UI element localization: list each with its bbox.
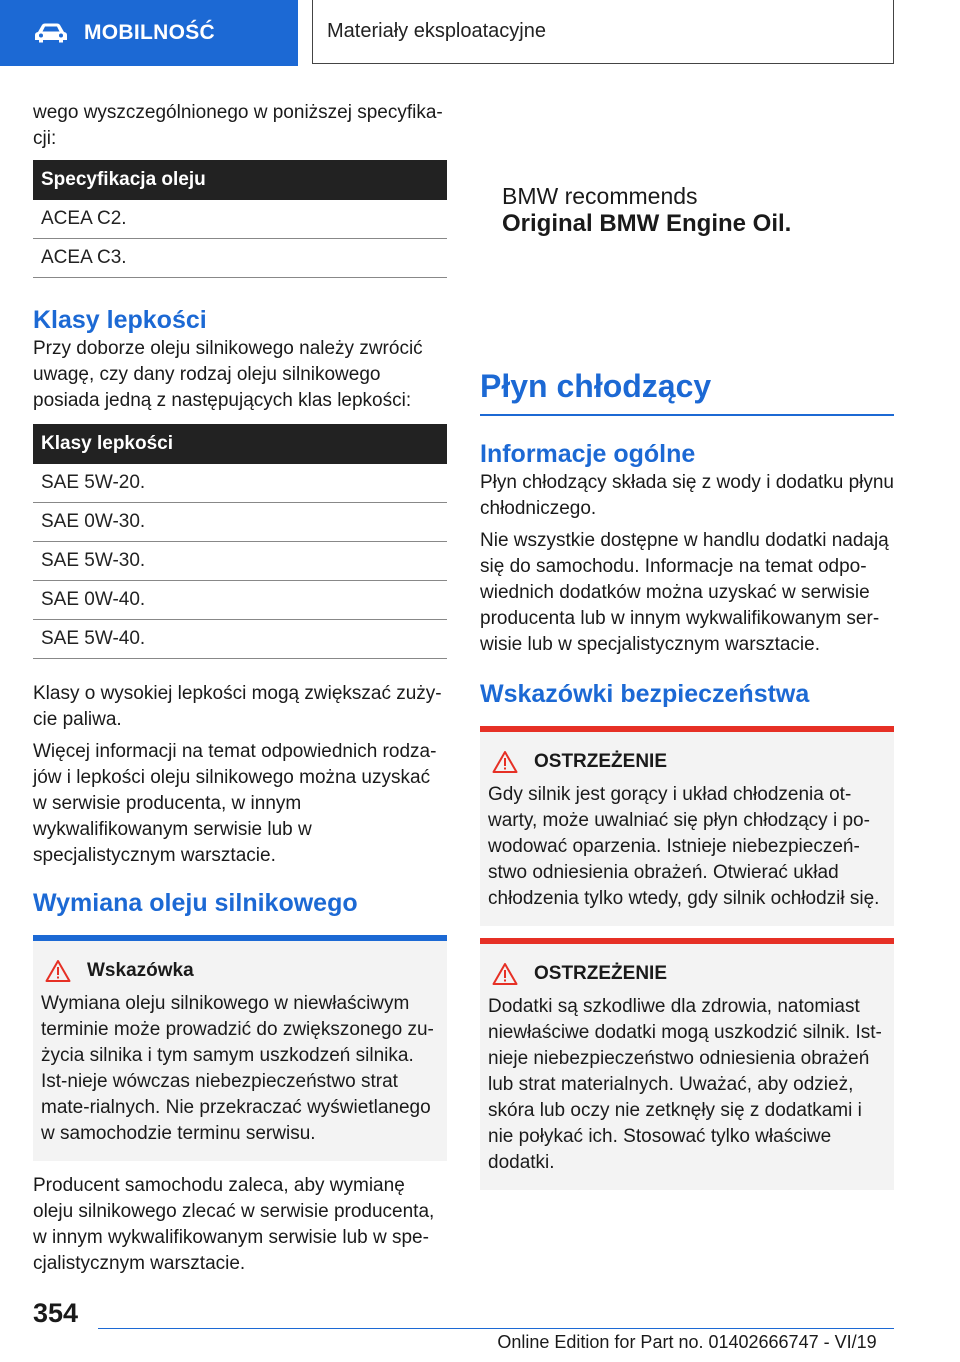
viscosity-table (33, 424, 447, 659)
page-header (0, 0, 960, 66)
general-text-1: Płyn chłodzący składa się z wody i dodatku płynu chłodniczego. (480, 472, 895, 519)
viscosity-table-header: Klasy lepkości (33, 424, 447, 464)
table-row: SAE 5W-20. (33, 464, 447, 503)
car-icon (34, 22, 68, 44)
table-row: ACEA C3. (33, 239, 447, 278)
general-text-2: Nie wszystkie dostępne w handlu dodatki nadają się do samochodu. Informacje na temat odpo-wiednich dodatków można uzyskać w serwisie producenta lub w innym wykwalifikowanym ser-wisie lub w specjalistycznym warsztacie. (480, 530, 889, 655)
coolant-heading: Płyn chłodzący (480, 368, 712, 404)
oil-spec-table (33, 160, 447, 278)
viscosity-note-1: Klasy o wysokiej lepkości mogą zwiększać zuży-cie paliwa. (33, 683, 442, 730)
bmw-oil-line: Original BMW Engine Oil. (502, 210, 792, 237)
footer-rule (98, 1328, 894, 1329)
oil-spec-header: Specyfikacja oleju (33, 160, 447, 200)
table-row: SAE 5W-30. (33, 542, 447, 581)
warning-triangle-icon (492, 962, 518, 986)
bmw-recommendation (502, 182, 894, 238)
table-row: SAE 0W-40. (33, 581, 447, 620)
warning-box-2 (480, 938, 894, 1190)
warning-text: Dodatki są szkodliwe dla zdrowia, natomiast niewłaściwe dodatki mogą uszkodzić silnik. Ist-nieje niebezpieczeństwo odniesienia obrażeń lub strat materialnych. Uważać, aby odzież, skóra lub oczy nie zetknęły się z dodatkami i nie połykać ich. Stosować tylko właściwe dodatki. (488, 996, 882, 1173)
table-row: ACEA C2. (33, 200, 447, 239)
warning-triangle-icon (492, 750, 518, 774)
warning-triangle-icon (45, 959, 71, 983)
warning-box-1 (480, 726, 894, 926)
safety-heading: Wskazówki bezpieczeństwa (480, 680, 810, 708)
warning-text: Gdy silnik jest gorący i układ chłodzenia ot-warty, może uwalniać się płyn chłodzący i po-wodować oparzenia. Istnieje niebezpieczeń-stwo odniesienia obrażeń. Otwierać układ chłodzenia tylko wtedy, gdy silnik ochłodził się. (488, 784, 880, 909)
table-row: SAE 5W-40. (33, 620, 447, 659)
section-tab (0, 0, 298, 66)
edition-info: Online Edition for Part no. 01402666747 - VI/19 (497, 1332, 877, 1352)
table-row: SAE 0W-30. (33, 503, 447, 542)
viscosity-note-2: Więcej informacji na temat odpowiednich rodza-jów i lepkości oleju silnikowego można uzyskać w serwisie producenta, w innym wykwalifikowanym serwisie lub w specjalistycznym warsztacie. (33, 741, 437, 866)
oil-change-heading: Wymiana oleju silnikowego (33, 889, 358, 917)
page-number: 354 (33, 1298, 79, 1328)
bmw-recommends-line: BMW recommends (502, 183, 698, 209)
note-box (33, 935, 447, 1161)
oil-change-text: Producent samochodu zaleca, aby wymianę oleju silnikowego zlecać w serwisie producenta, w innym wykwalifikowanym serwisie lub w spe-cjalistycznym warsztacie. (33, 1175, 435, 1274)
intro-text: wego wyszczególnionego w poniższej specyfika-cji: (33, 102, 443, 149)
note-text: Wymiana oleju silnikowego w niewłaściwym terminie może prowadzić do zwiększonego zu-życia silnika i tym samym uszkodzeń silnika. Ist-nieje wówczas niebezpieczeństwo strat mate-rialnych. Nie przekraczać wyświetlanego w samochodzie terminu serwisu. (41, 993, 434, 1144)
right-column (480, 100, 894, 1190)
left-column (33, 100, 447, 1283)
chapter-title: Materiały eksploatacyjne (312, 0, 894, 64)
warning-title: OSTRZEŻENIE (534, 963, 668, 984)
note-title: Wskazówka (87, 960, 194, 981)
section-label: MOBILNOŚĆ (84, 21, 216, 44)
warning-title: OSTRZEŻENIE (534, 751, 668, 772)
viscosity-heading: Klasy lepkości (33, 306, 207, 334)
viscosity-text: Przy doborze oleju silnikowego należy zwrócić uwagę, czy dany rodzaj oleju silnikowego posiada jedną z następujących klas lepkości: (33, 338, 423, 411)
general-heading: Informacje ogólne (480, 440, 696, 468)
